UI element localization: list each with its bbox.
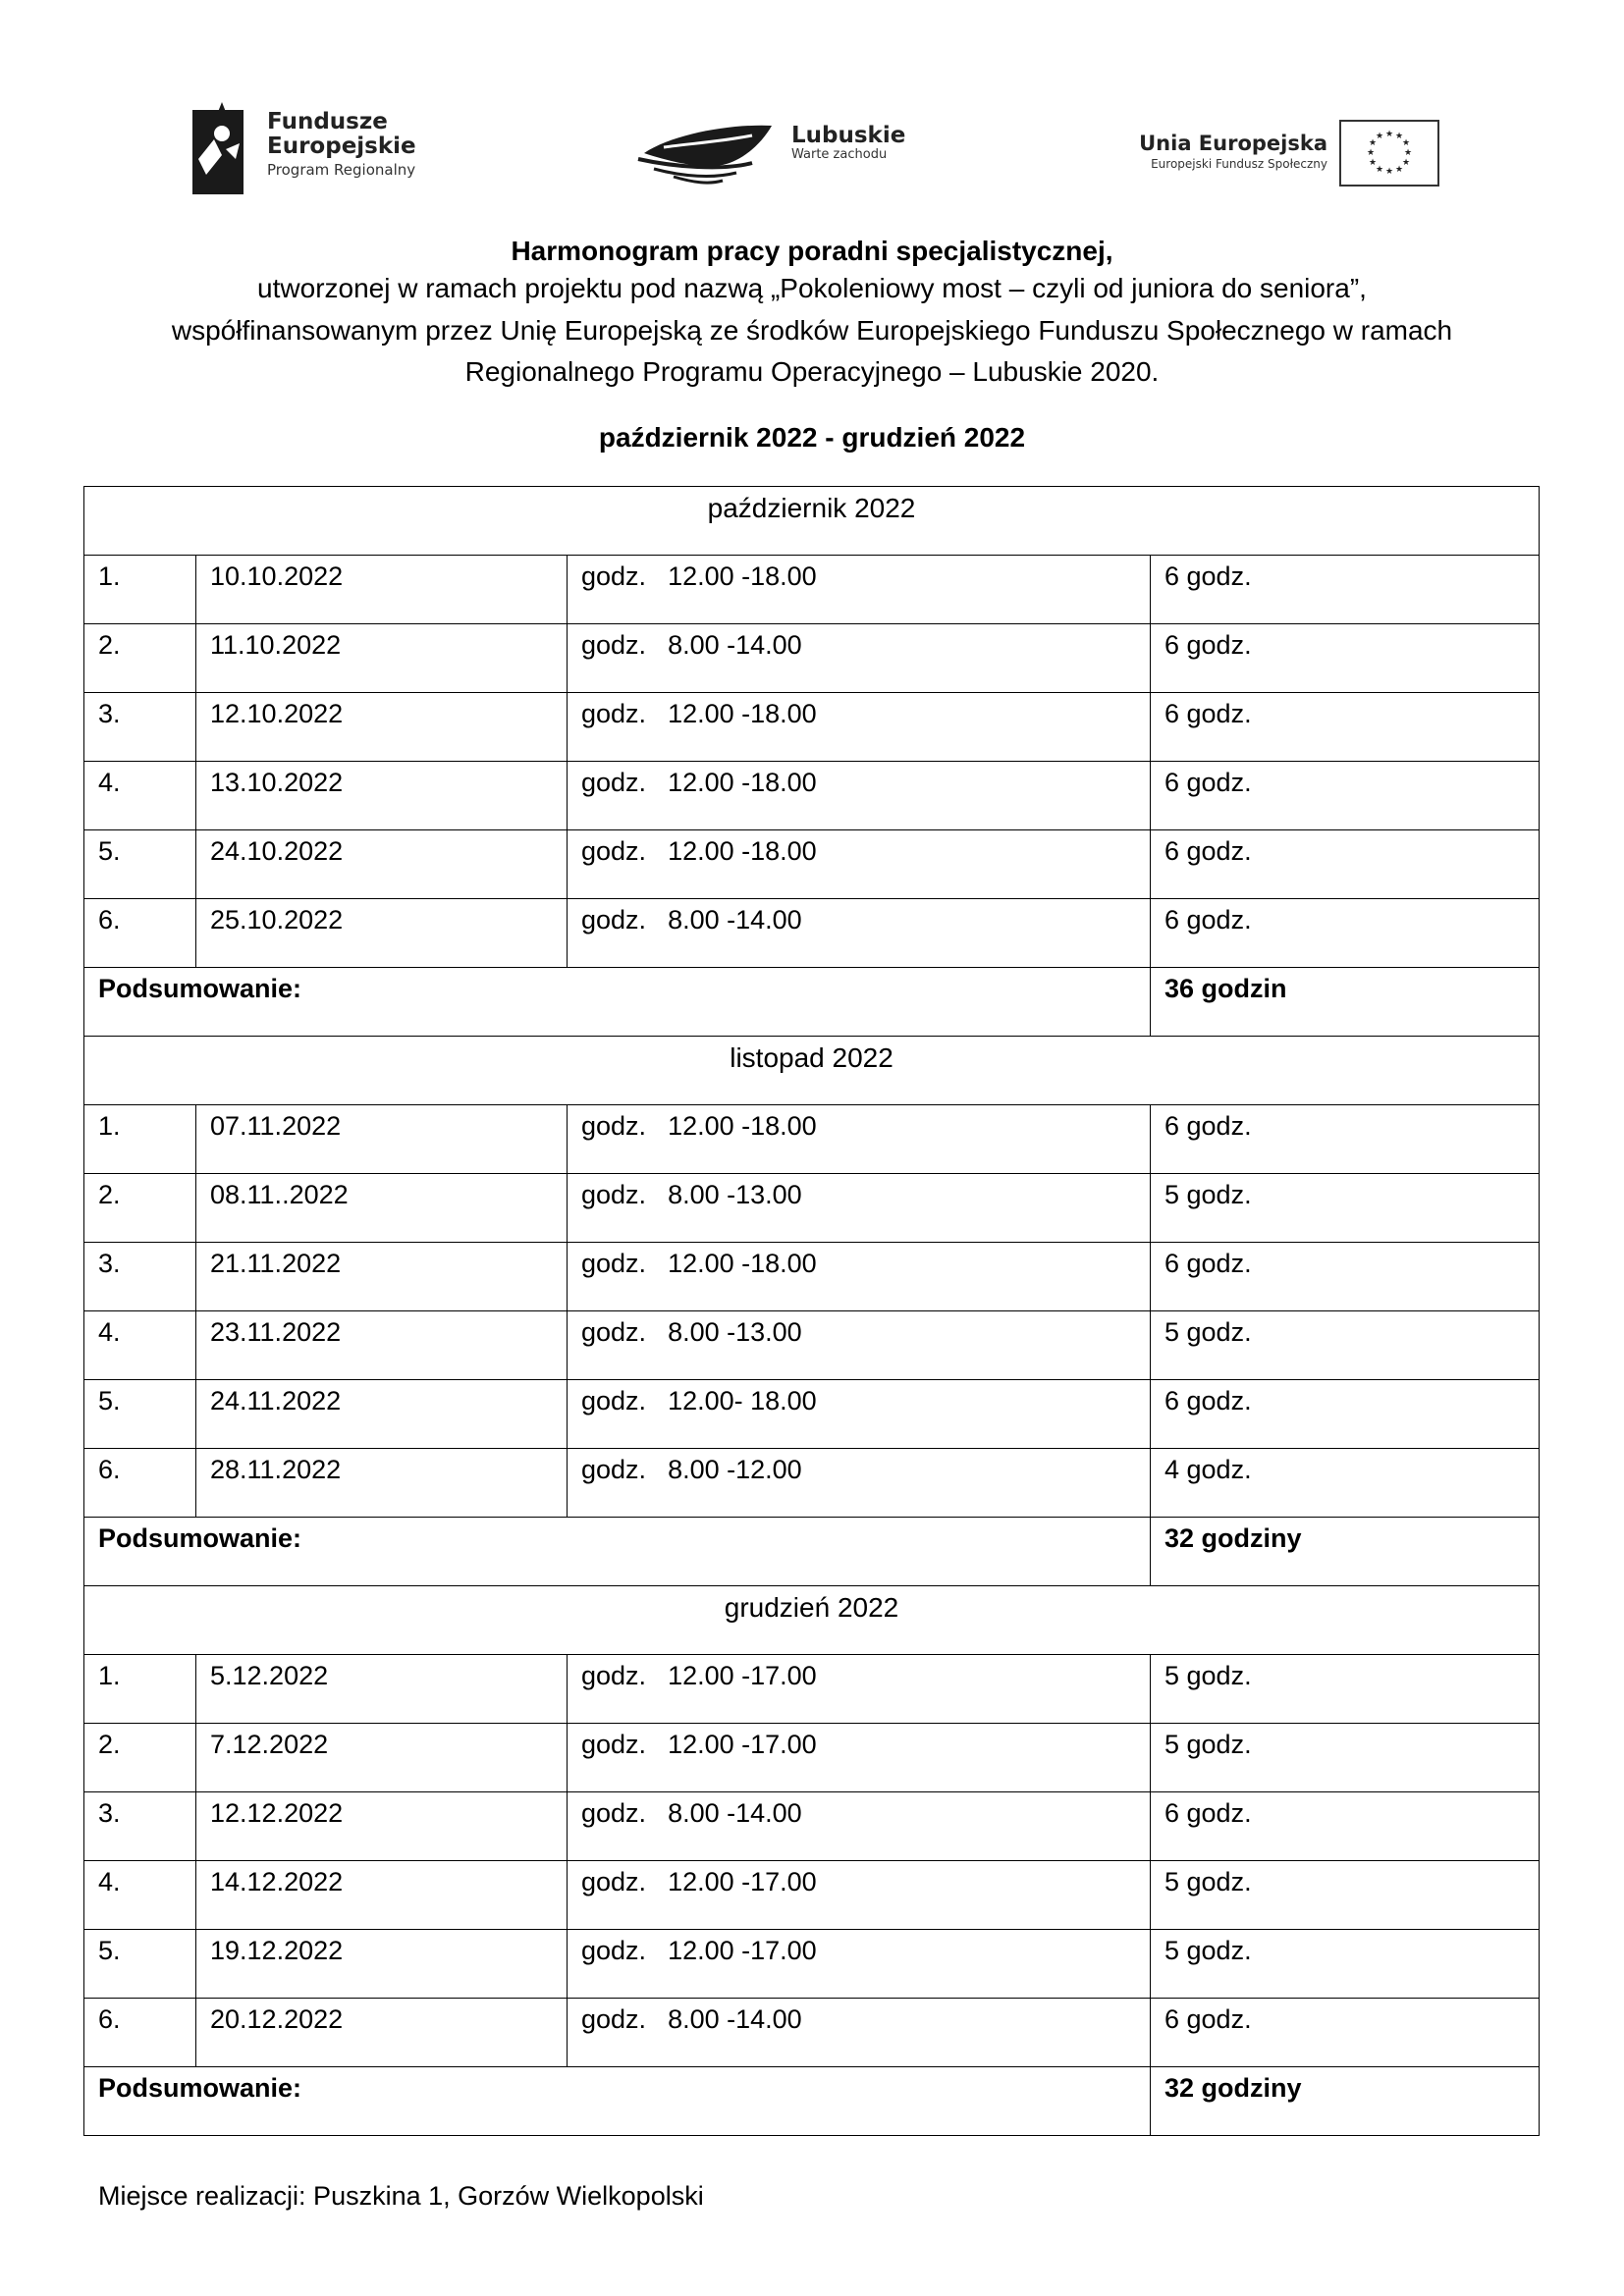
month-header-row [84, 487, 1540, 556]
row-date: 28.11.2022 [196, 1449, 568, 1518]
row-number: 5. [84, 1930, 196, 1999]
project-description-line3: Regionalnego Programu Operacyjnego – Lubuskie 2020. [464, 356, 1160, 387]
summary-label: Podsumowanie: [84, 1518, 1151, 1586]
time-range: 12.00 -17.00 [668, 1661, 817, 1690]
table-row [84, 693, 1540, 762]
time-range: 12.00 -18.00 [668, 1111, 817, 1141]
row-time [568, 899, 1151, 968]
row-date: 08.11..2022 [196, 1174, 568, 1243]
time-prefix: godz. [581, 1455, 647, 1484]
time-prefix: godz. [581, 1730, 647, 1759]
time-range: 8.00 -13.00 [668, 1180, 802, 1209]
time-range: 8.00 -12.00 [668, 1455, 802, 1484]
summary-label: Podsumowanie: [84, 968, 1151, 1037]
row-number: 4. [84, 762, 196, 830]
month-name: październik 2022 [84, 487, 1540, 556]
time-range: 12.00 -17.00 [668, 1867, 817, 1896]
fundusze-logo-line3: Program Regionalny [267, 161, 416, 179]
row-time [568, 556, 1151, 624]
time-prefix: godz. [581, 1867, 647, 1896]
row-time [568, 1861, 1151, 1930]
svg-text:★: ★ [1394, 132, 1404, 141]
time-prefix: godz. [581, 1180, 647, 1209]
row-number: 1. [84, 556, 196, 624]
time-range: 8.00 -14.00 [668, 1798, 802, 1828]
month-header-row [84, 1586, 1540, 1655]
row-hours: 6 godz. [1151, 1243, 1540, 1311]
row-number: 1. [84, 1655, 196, 1724]
svg-text:★: ★ [1368, 138, 1378, 148]
time-range: 12.00 -18.00 [668, 1249, 817, 1278]
row-time [568, 762, 1151, 830]
table-row [84, 1861, 1540, 1930]
eu-flag-icon [1339, 120, 1439, 187]
table-row [84, 1792, 1540, 1861]
table-row [84, 1999, 1540, 2067]
month-name: listopad 2022 [84, 1037, 1540, 1105]
summary-row [84, 2067, 1540, 2136]
fundusze-logo-line2: Europejskie [267, 133, 416, 159]
row-time [568, 624, 1151, 693]
row-hours: 6 godz. [1151, 762, 1540, 830]
table-row [84, 1380, 1540, 1449]
row-time [568, 1243, 1151, 1311]
row-date: 19.12.2022 [196, 1930, 568, 1999]
time-prefix: godz. [581, 1936, 647, 1965]
svg-text:★: ★ [1368, 158, 1378, 168]
table-row [84, 1174, 1540, 1243]
time-range: 8.00 -14.00 [668, 905, 802, 934]
lubuskie-logo [634, 114, 909, 192]
row-time [568, 1105, 1151, 1174]
row-number: 5. [84, 1380, 196, 1449]
svg-text:★: ★ [1366, 148, 1376, 158]
row-number: 3. [84, 1243, 196, 1311]
ue-logo-line2: Europejski Fundusz Społeczny [1151, 157, 1327, 171]
time-prefix: godz. [581, 1111, 647, 1141]
time-range: 8.00 -14.00 [668, 2004, 802, 2034]
time-range: 12.00- 18.00 [668, 1386, 817, 1415]
time-prefix: godz. [581, 1249, 647, 1278]
project-description-line2: współfinansowanym przez Unię Europejską ze środków Europejskiego Funduszu Społecznego w ramach [171, 315, 1453, 346]
summary-label: Podsumowanie: [84, 2067, 1151, 2136]
row-date: 5.12.2022 [196, 1655, 568, 1724]
time-prefix: godz. [581, 1317, 647, 1347]
schedule-period: październik 2022 - grudzień 2022 [598, 422, 1026, 453]
lubuskie-logo-line2: Warte zachodu [791, 147, 888, 162]
row-hours: 5 godz. [1151, 1655, 1540, 1724]
time-range: 12.00 -18.00 [668, 768, 817, 797]
row-hours: 5 godz. [1151, 1861, 1540, 1930]
time-range: 12.00 -17.00 [668, 1730, 817, 1759]
fundusze-europejskie-logo [192, 100, 438, 198]
row-hours: 6 godz. [1151, 1792, 1540, 1861]
logo-bar [0, 96, 1624, 204]
unia-europejska-logo [1104, 120, 1442, 192]
time-range: 8.00 -14.00 [668, 630, 802, 660]
fundusze-europejskie-emblem [192, 100, 251, 198]
time-prefix: godz. [581, 905, 647, 934]
row-date: 12.12.2022 [196, 1792, 568, 1861]
time-prefix: godz. [581, 768, 647, 797]
row-date: 12.10.2022 [196, 693, 568, 762]
row-number: 4. [84, 1311, 196, 1380]
summary-row [84, 1518, 1540, 1586]
row-time [568, 1174, 1151, 1243]
lubuskie-logo-line1: Lubuskie [791, 123, 906, 148]
row-date: 14.12.2022 [196, 1861, 568, 1930]
table-row [84, 762, 1540, 830]
summary-value: 32 godziny [1151, 2067, 1540, 2136]
time-prefix: godz. [581, 2004, 647, 2034]
table-row [84, 624, 1540, 693]
row-hours: 6 godz. [1151, 1380, 1540, 1449]
table-row [84, 1449, 1540, 1518]
svg-text:★: ★ [1394, 165, 1404, 175]
row-number: 1. [84, 1105, 196, 1174]
time-prefix: godz. [581, 836, 647, 866]
row-hours: 6 godz. [1151, 1105, 1540, 1174]
table-row [84, 1243, 1540, 1311]
row-time [568, 693, 1151, 762]
month-header-row [84, 1037, 1540, 1105]
svg-text:★: ★ [1401, 138, 1411, 148]
summary-row [84, 968, 1540, 1037]
svg-text:★: ★ [1375, 132, 1384, 141]
row-time [568, 1930, 1151, 1999]
row-date: 07.11.2022 [196, 1105, 568, 1174]
document-title: Harmonogram pracy poradni specjalistycznej, [511, 236, 1113, 266]
row-number: 2. [84, 624, 196, 693]
row-date: 24.10.2022 [196, 830, 568, 899]
row-hours: 5 godz. [1151, 1311, 1540, 1380]
row-hours: 6 godz. [1151, 624, 1540, 693]
row-time [568, 1792, 1151, 1861]
row-number: 3. [84, 693, 196, 762]
time-prefix: godz. [581, 699, 647, 728]
row-time [568, 1380, 1151, 1449]
row-hours: 6 godz. [1151, 693, 1540, 762]
row-hours: 6 godz. [1151, 1999, 1540, 2067]
schedule-table [83, 486, 1540, 2136]
time-range: 12.00 -17.00 [668, 1936, 817, 1965]
summary-value: 32 godziny [1151, 1518, 1540, 1586]
time-range: 12.00 -18.00 [668, 699, 817, 728]
table-row [84, 899, 1540, 968]
row-time [568, 830, 1151, 899]
time-prefix: godz. [581, 630, 647, 660]
row-date: 21.11.2022 [196, 1243, 568, 1311]
row-hours: 5 godz. [1151, 1724, 1540, 1792]
time-prefix: godz. [581, 1661, 647, 1690]
row-hours: 4 godz. [1151, 1449, 1540, 1518]
time-prefix: godz. [581, 1798, 647, 1828]
row-number: 6. [84, 1999, 196, 2067]
row-number: 4. [84, 1861, 196, 1930]
row-date: 7.12.2022 [196, 1724, 568, 1792]
row-number: 2. [84, 1724, 196, 1792]
time-prefix: godz. [581, 1386, 647, 1415]
row-date: 13.10.2022 [196, 762, 568, 830]
location-footer: Miejsce realizacji: Puszkina 1, Gorzów Wielkopolski [98, 2181, 704, 2211]
project-description-line1: utworzonej w ramach projektu pod nazwą „Pokoleniowy most – czyli od juniora do seniora”, [257, 273, 1367, 303]
time-range: 12.00 -18.00 [668, 561, 817, 591]
table-row [84, 1105, 1540, 1174]
svg-text:★: ★ [1384, 130, 1394, 139]
table-row [84, 1724, 1540, 1792]
lubuskie-emblem [634, 114, 782, 192]
row-hours: 6 godz. [1151, 556, 1540, 624]
row-time [568, 1311, 1151, 1380]
fundusze-logo-line1: Fundusze [267, 109, 388, 134]
month-name: grudzień 2022 [84, 1586, 1540, 1655]
table-row [84, 556, 1540, 624]
row-time [568, 1999, 1151, 2067]
row-time [568, 1724, 1151, 1792]
row-number: 5. [84, 830, 196, 899]
row-number: 6. [84, 1449, 196, 1518]
row-number: 3. [84, 1792, 196, 1861]
time-range: 8.00 -13.00 [668, 1317, 802, 1347]
row-hours: 6 godz. [1151, 899, 1540, 968]
schedule-table-body [84, 487, 1540, 2136]
summary-value: 36 godzin [1151, 968, 1540, 1037]
row-date: 24.11.2022 [196, 1380, 568, 1449]
row-time [568, 1655, 1151, 1724]
svg-text:★: ★ [1403, 148, 1413, 158]
row-number: 2. [84, 1174, 196, 1243]
row-number: 6. [84, 899, 196, 968]
svg-text:★: ★ [1401, 158, 1411, 168]
row-date: 11.10.2022 [196, 624, 568, 693]
time-prefix: godz. [581, 561, 647, 591]
row-date: 20.12.2022 [196, 1999, 568, 2067]
row-date: 25.10.2022 [196, 899, 568, 968]
table-row [84, 1930, 1540, 1999]
svg-text:★: ★ [1384, 167, 1394, 177]
row-hours: 5 godz. [1151, 1930, 1540, 1999]
row-hours: 6 godz. [1151, 830, 1540, 899]
table-row [84, 1655, 1540, 1724]
row-hours: 5 godz. [1151, 1174, 1540, 1243]
table-row [84, 1311, 1540, 1380]
svg-text:★: ★ [1375, 165, 1384, 175]
ue-logo-line1: Unia Europejska [1139, 132, 1327, 155]
table-row [84, 830, 1540, 899]
row-date: 10.10.2022 [196, 556, 568, 624]
time-range: 12.00 -18.00 [668, 836, 817, 866]
row-date: 23.11.2022 [196, 1311, 568, 1380]
row-time [568, 1449, 1151, 1518]
